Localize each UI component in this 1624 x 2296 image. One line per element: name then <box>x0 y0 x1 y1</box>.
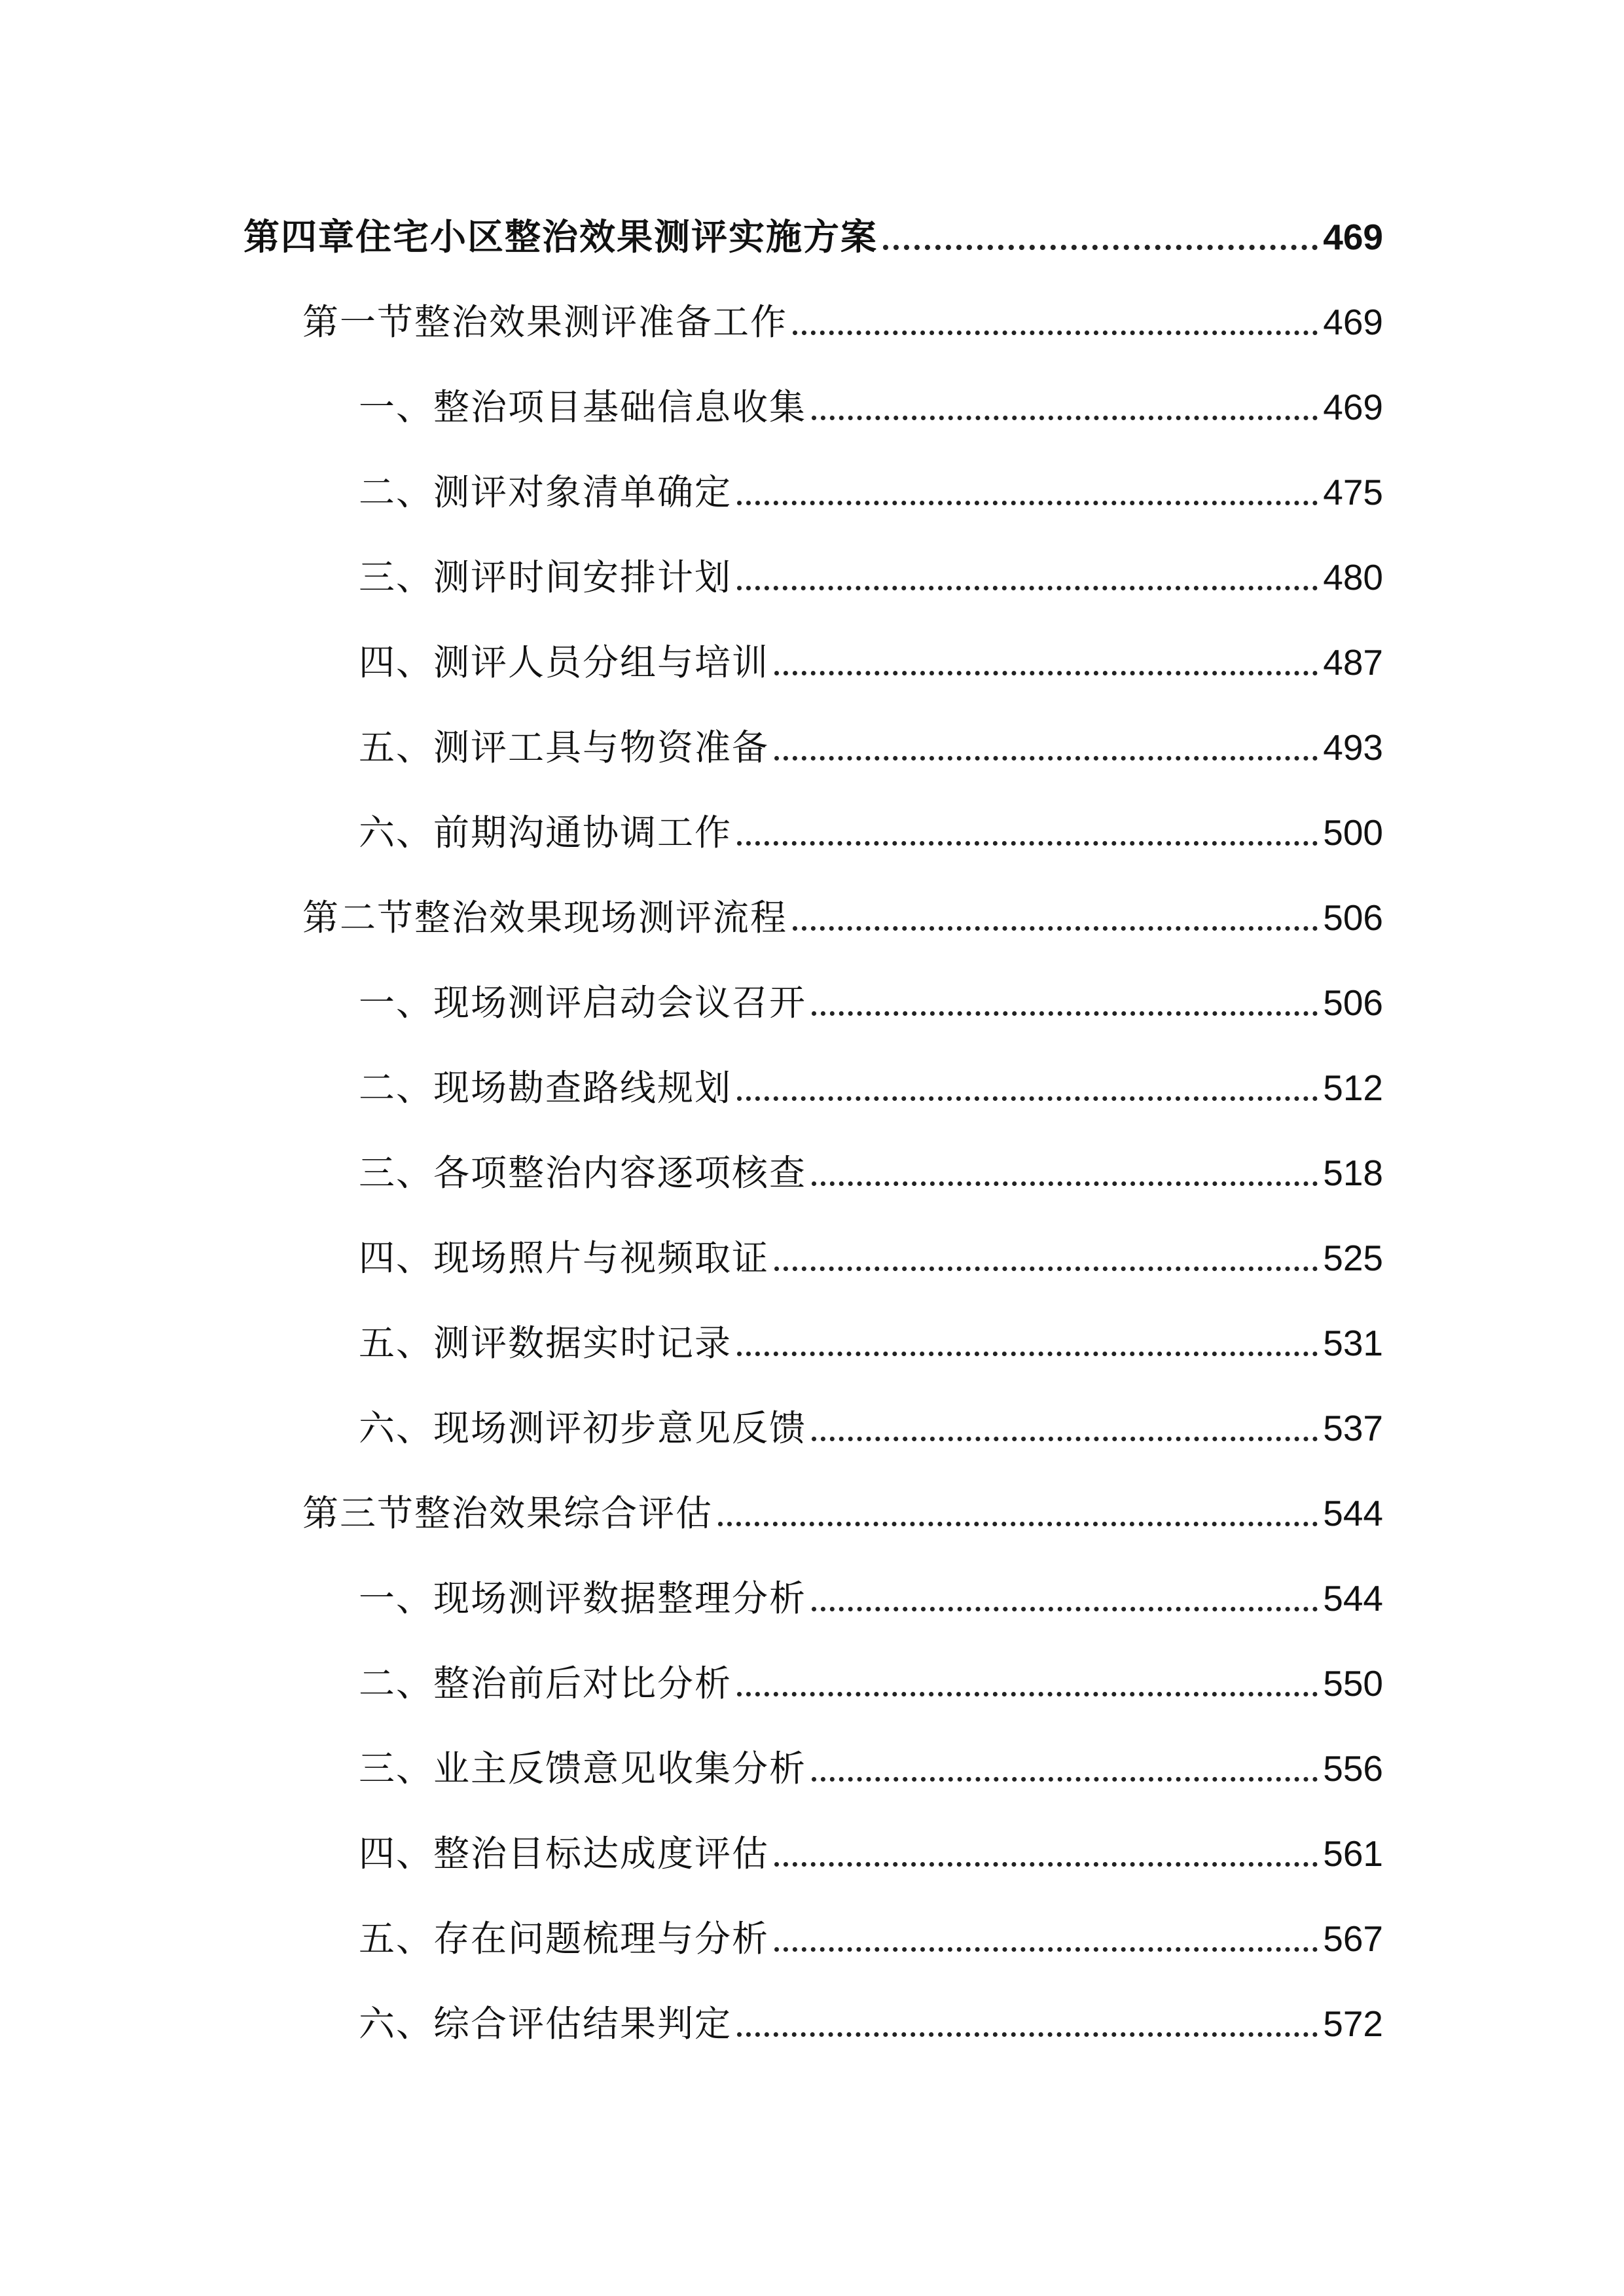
toc-entry-subsection[interactable] <box>359 1317 1383 1369</box>
dot-leader <box>812 416 1318 420</box>
toc-entry-page: 544 <box>1323 1578 1383 1619</box>
toc-entry-subsection[interactable] <box>359 1827 1383 1880</box>
toc-entry-title: 六、前期沟通协调工作 <box>359 812 732 853</box>
toc-entry-title: 四、整治目标达成度评估 <box>359 1833 770 1874</box>
toc-entry-page: 500 <box>1323 812 1383 853</box>
toc-entry-page: 493 <box>1323 727 1383 768</box>
toc-entry-page: 480 <box>1323 557 1383 598</box>
toc-entry-subsection[interactable] <box>359 1572 1383 1624</box>
toc-entry-title: 二、测评对象清单确定 <box>359 471 732 513</box>
toc-entry-section-2[interactable] <box>302 891 1383 944</box>
dot-leader <box>737 1692 1318 1696</box>
toc-entry-page: 525 <box>1323 1238 1383 1278</box>
toc-entry-subsection[interactable] <box>359 1742 1383 1795</box>
dot-leader <box>737 501 1318 505</box>
toc-entry-title: 五、存在问题梳理与分析 <box>359 1918 770 1960</box>
toc-entry-subsection[interactable] <box>359 977 1383 1029</box>
toc-entry-subsection[interactable] <box>359 381 1383 433</box>
toc-entry-subsection[interactable] <box>359 636 1383 689</box>
toc-entry-page: 518 <box>1323 1153 1383 1193</box>
toc-entry-subsection[interactable] <box>359 551 1383 603</box>
toc-entry-section-3[interactable] <box>302 1487 1383 1539</box>
toc-entry-title: 四、测评人员分组与培训 <box>359 641 770 683</box>
dot-leader <box>793 331 1318 335</box>
dot-leader <box>718 1522 1318 1526</box>
toc-entry-page: 469 <box>1323 387 1383 427</box>
toc-entry-title: 第三节整治效果综合评估 <box>302 1492 713 1534</box>
toc-entry-title: 五、测评数据实时记录 <box>359 1322 732 1364</box>
toc-entry-title: 六、综合评估结果判定 <box>359 2003 732 2045</box>
dot-leader <box>737 1352 1318 1356</box>
toc-entry-page: 544 <box>1323 1493 1383 1534</box>
dot-leader <box>774 756 1318 761</box>
toc-entry-title: 四、现场照片与视频取证 <box>359 1237 770 1279</box>
toc-entry-subsection[interactable] <box>359 1657 1383 1710</box>
dot-leader <box>812 1607 1318 1611</box>
dot-leader <box>774 1862 1318 1867</box>
toc-entry-subsection[interactable] <box>359 1147 1383 1199</box>
toc-entry-page: 531 <box>1323 1323 1383 1363</box>
toc-entry-subsection[interactable] <box>359 1998 1383 2050</box>
dot-leader <box>774 1266 1318 1271</box>
toc-entry-subsection[interactable] <box>359 1062 1383 1114</box>
dot-leader <box>812 1011 1318 1016</box>
toc-entry-page: 556 <box>1323 1748 1383 1789</box>
toc-entry-page: 469 <box>1323 217 1383 257</box>
toc-entry-title: 第一节整治效果测评准备工作 <box>302 301 788 343</box>
toc-entry-page: 512 <box>1323 1067 1383 1108</box>
toc-entry-chapter-4[interactable] <box>244 211 1383 263</box>
toc-entry-title: 三、业主反馈意见收集分析 <box>359 1748 807 1789</box>
toc-entry-page: 475 <box>1323 472 1383 512</box>
toc-entry-title: 第二节整治效果现场测评流程 <box>302 897 788 939</box>
toc-entry-title: 一、整治项目基础信息收集 <box>359 386 807 428</box>
dot-leader <box>774 671 1318 675</box>
toc-entry-page: 506 <box>1323 897 1383 938</box>
dot-leader <box>883 245 1318 250</box>
toc-entry-title: 五、测评工具与物资准备 <box>359 726 770 768</box>
dot-leader <box>812 1181 1318 1186</box>
toc-entry-title: 六、现场测评初步意见反馈 <box>359 1407 807 1449</box>
toc-entry-page: 572 <box>1323 2003 1383 2044</box>
dot-leader <box>737 586 1318 590</box>
toc-entry-title: 三、测评时间安排计划 <box>359 556 732 598</box>
toc-entry-page: 561 <box>1323 1833 1383 1874</box>
toc-entry-subsection[interactable] <box>359 1402 1383 1454</box>
toc-entry-title: 一、现场测评数据整理分析 <box>359 1577 807 1619</box>
toc-entry-page: 537 <box>1323 1408 1383 1448</box>
toc-entry-section-1[interactable] <box>302 296 1383 348</box>
dot-leader <box>737 841 1318 846</box>
dot-leader <box>793 926 1318 931</box>
toc-entry-subsection[interactable] <box>359 806 1383 859</box>
toc-entry-page: 550 <box>1323 1663 1383 1704</box>
toc-entry-page: 567 <box>1323 1918 1383 1959</box>
toc-entry-title: 第四章住宅小区整治效果测评实施方案 <box>244 216 878 258</box>
dot-leader <box>737 2032 1318 2037</box>
toc-entry-subsection[interactable] <box>359 721 1383 774</box>
toc-entry-page: 487 <box>1323 642 1383 683</box>
toc-entry-title: 三、各项整治内容逐项核查 <box>359 1152 807 1194</box>
dot-leader <box>812 1777 1318 1782</box>
toc-entry-subsection[interactable] <box>359 1232 1383 1284</box>
toc-entry-page: 506 <box>1323 982 1383 1023</box>
toc-entry-subsection[interactable] <box>359 1912 1383 1965</box>
dot-leader <box>812 1437 1318 1441</box>
toc-entry-title: 二、现场勘查路线规划 <box>359 1067 732 1109</box>
dot-leader <box>737 1096 1318 1101</box>
dot-leader <box>774 1947 1318 1952</box>
toc-entry-title: 一、现场测评启动会议召开 <box>359 982 807 1024</box>
toc-entry-subsection[interactable] <box>359 466 1383 518</box>
toc-entry-page: 469 <box>1323 302 1383 342</box>
toc-entry-title: 二、整治前后对比分析 <box>359 1662 732 1704</box>
